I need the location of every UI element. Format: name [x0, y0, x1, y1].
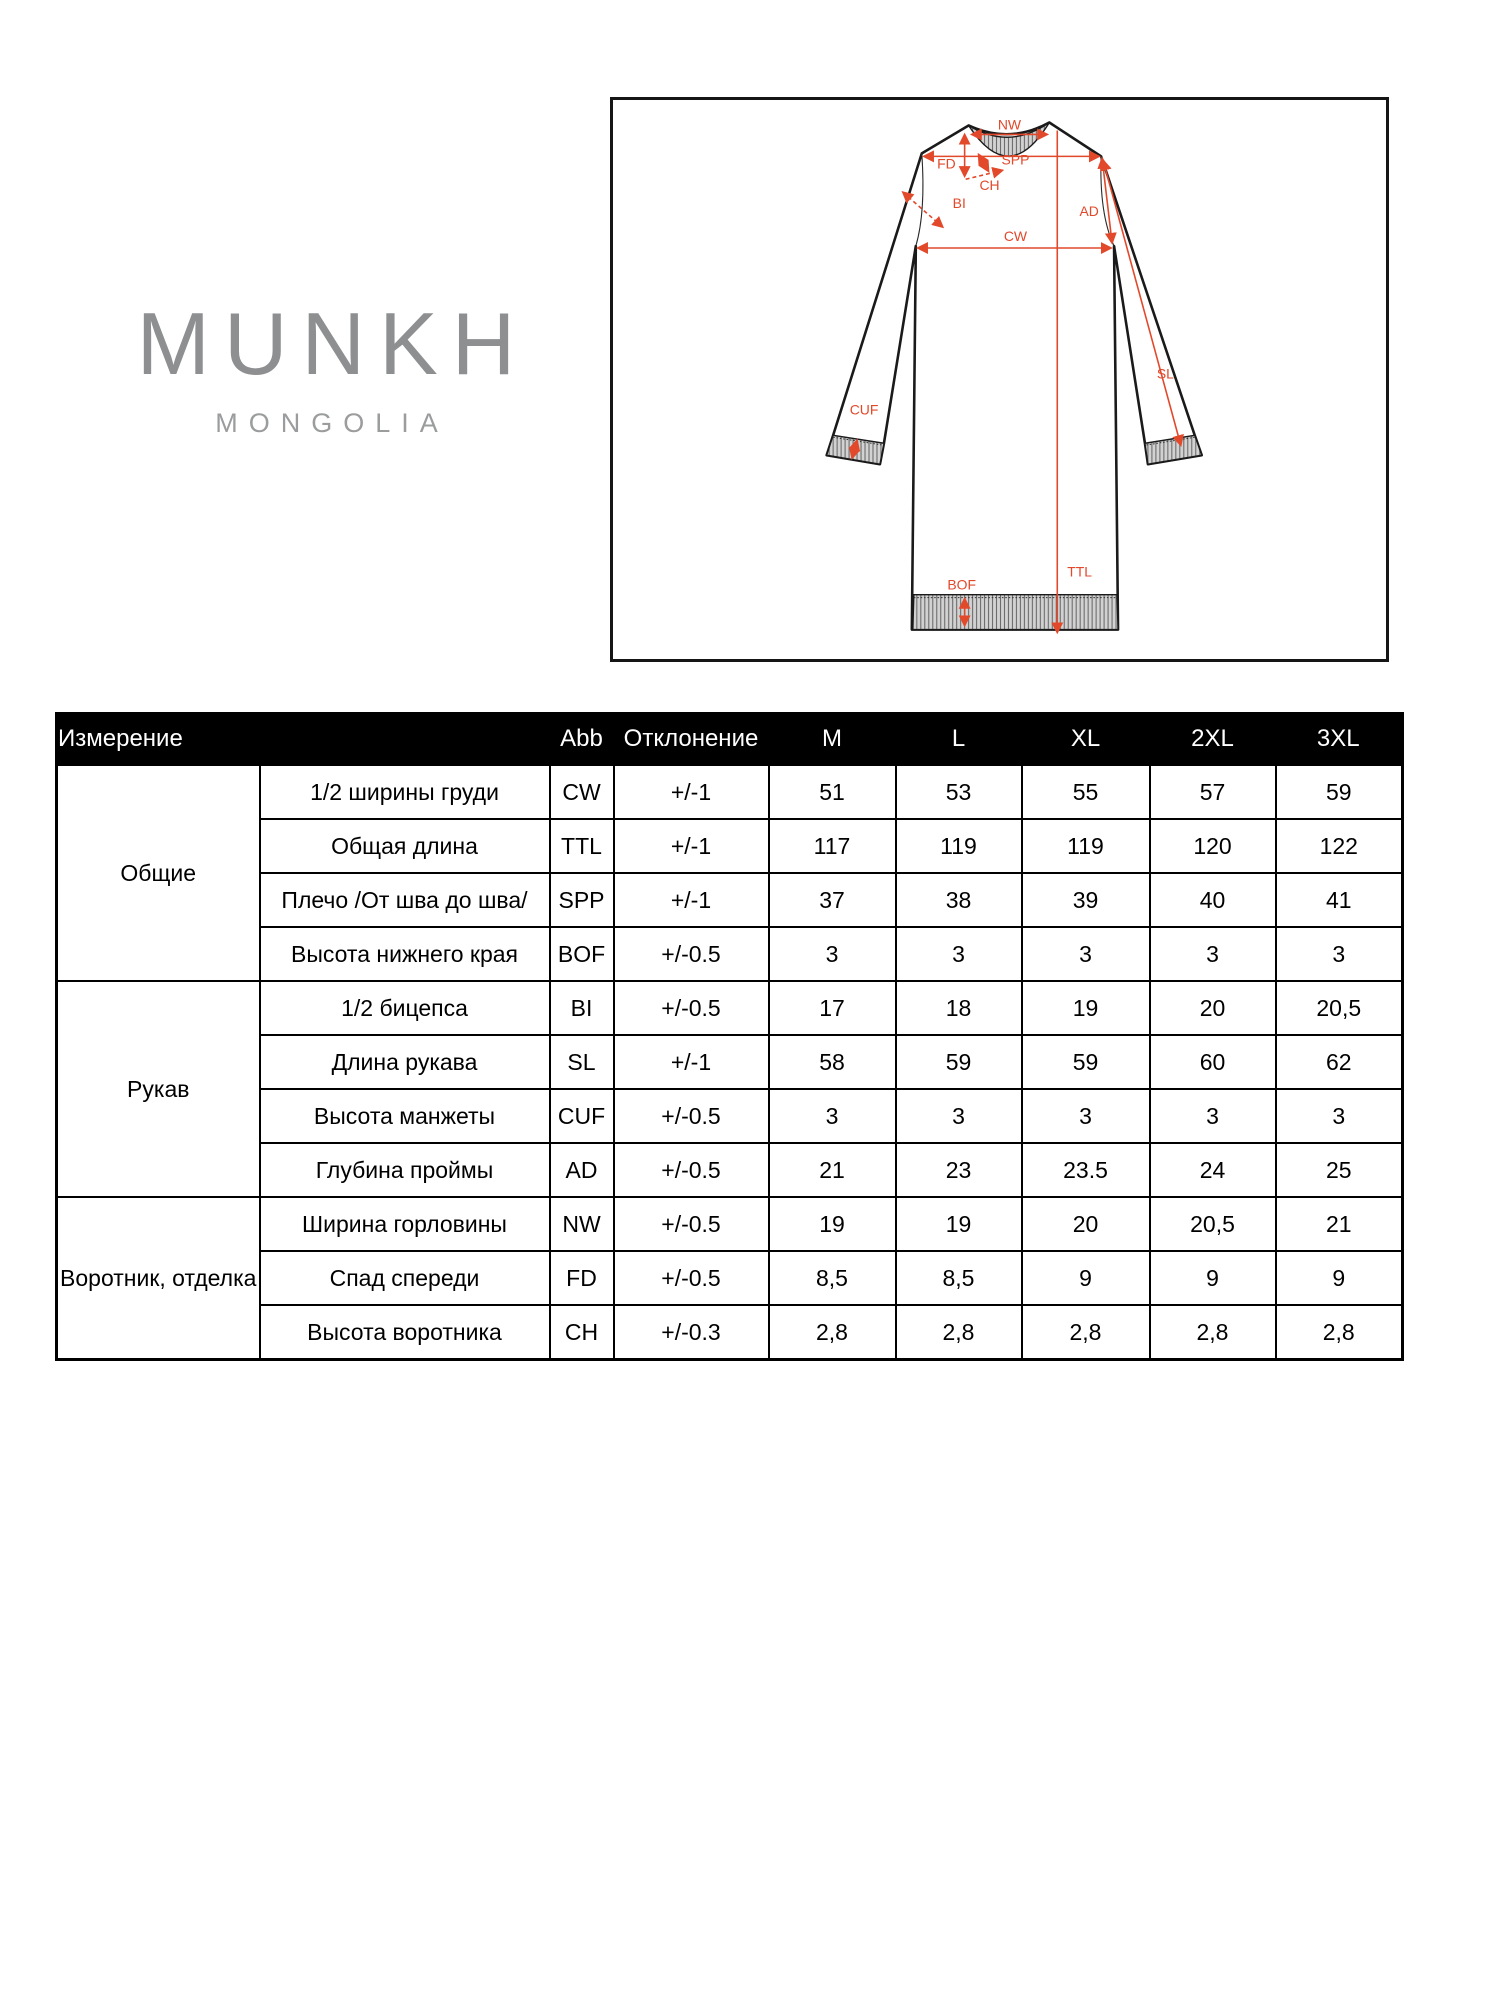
size-value-cell: 9 — [1276, 1251, 1403, 1305]
label-bof: BOF — [947, 576, 976, 593]
size-value-cell: 120 — [1150, 819, 1276, 873]
size-value-cell: 51 — [769, 765, 896, 820]
tolerance-cell: +/-1 — [614, 873, 769, 927]
tolerance-cell: +/-0.5 — [614, 1089, 769, 1143]
size-value-cell: 20,5 — [1150, 1197, 1276, 1251]
size-value-cell: 8,5 — [896, 1251, 1022, 1305]
size-value-cell: 119 — [896, 819, 1022, 873]
size-value-cell: 9 — [1022, 1251, 1150, 1305]
size-value-cell: 3 — [1022, 1089, 1150, 1143]
size-value-cell: 41 — [1276, 873, 1403, 927]
table-row — [57, 765, 1403, 820]
size-value-cell: 39 — [1022, 873, 1150, 927]
size-value-cell: 18 — [896, 981, 1022, 1035]
size-table — [55, 712, 1404, 1361]
measurement-name-cell: Плечо /От шва до шва/ — [260, 873, 550, 927]
abbreviation-cell: CW — [550, 765, 614, 820]
label-ch: CH — [979, 177, 1000, 194]
size-value-cell: 119 — [1022, 819, 1150, 873]
measurement-name-cell: Спад спереди — [260, 1251, 550, 1305]
size-value-cell: 20 — [1022, 1197, 1150, 1251]
size-value-cell: 55 — [1022, 765, 1150, 820]
measurement-name-cell: Общая длина — [260, 819, 550, 873]
size-value-cell: 117 — [769, 819, 896, 873]
measurement-name-cell: Высота нижнего края — [260, 927, 550, 981]
tolerance-cell: +/-0.5 — [614, 981, 769, 1035]
size-table-body — [57, 765, 1403, 1360]
size-value-cell: 3 — [1022, 927, 1150, 981]
size-value-cell: 53 — [896, 765, 1022, 820]
label-bi: BI — [952, 195, 966, 212]
size-value-cell: 57 — [1150, 765, 1276, 820]
abbreviation-cell: BI — [550, 981, 614, 1035]
measurement-name-cell: Ширина горловины — [260, 1197, 550, 1251]
tolerance-cell: +/-0.3 — [614, 1305, 769, 1360]
abbreviation-cell: FD — [550, 1251, 614, 1305]
size-value-cell: 3 — [896, 1089, 1022, 1143]
tolerance-cell: +/-0.5 — [614, 1251, 769, 1305]
label-ttl: TTL — [1067, 563, 1093, 580]
size-value-cell: 37 — [769, 873, 896, 927]
size-value-cell: 9 — [1150, 1251, 1276, 1305]
group-label-cell: Воротник, отделка — [57, 1197, 260, 1360]
abbreviation-cell: BOF — [550, 927, 614, 981]
size-value-cell: 122 — [1276, 819, 1403, 873]
tolerance-cell: +/-0.5 — [614, 1197, 769, 1251]
size-value-cell: 3 — [769, 1089, 896, 1143]
size-value-cell: 19 — [1022, 981, 1150, 1035]
table-row — [57, 1197, 1403, 1251]
size-value-cell: 17 — [769, 981, 896, 1035]
abbreviation-cell: NW — [550, 1197, 614, 1251]
header-measurement: Измерение — [58, 725, 183, 752]
header-size-2xl: 2XL — [1191, 725, 1234, 752]
measurement-name-cell: Высота воротника — [260, 1305, 550, 1360]
tolerance-cell: +/-1 — [614, 1035, 769, 1089]
brand-subtitle: MONGOLIA — [215, 408, 449, 438]
size-value-cell: 2,8 — [1022, 1305, 1150, 1360]
size-value-cell: 8,5 — [769, 1251, 896, 1305]
measurement-name-cell: Глубина проймы — [260, 1143, 550, 1197]
size-value-cell: 59 — [1276, 765, 1403, 820]
group-label-cell: Общие — [57, 765, 260, 982]
size-value-cell: 3 — [896, 927, 1022, 981]
size-value-cell: 19 — [896, 1197, 1022, 1251]
abbreviation-cell: SL — [550, 1035, 614, 1089]
header-size-l: L — [951, 725, 966, 752]
size-value-cell: 3 — [1150, 927, 1276, 981]
header-size-m: M — [822, 725, 842, 752]
size-value-cell: 62 — [1276, 1035, 1403, 1089]
tolerance-cell: +/-0.5 — [614, 927, 769, 981]
abbreviation-cell: CUF — [550, 1089, 614, 1143]
abbreviation-cell: TTL — [550, 819, 614, 873]
size-value-cell: 3 — [1150, 1089, 1276, 1143]
tolerance-cell: +/-1 — [614, 765, 769, 820]
header-abb: Abb — [560, 725, 603, 752]
brand-logo — [108, 296, 548, 439]
size-value-cell: 60 — [1150, 1035, 1276, 1089]
measurement-name-cell: 1/2 ширины груди — [260, 765, 550, 820]
size-value-cell: 58 — [769, 1035, 896, 1089]
tolerance-cell: +/-1 — [614, 819, 769, 873]
size-value-cell: 21 — [769, 1143, 896, 1197]
label-nw: NW — [997, 116, 1022, 133]
tolerance-cell: +/-0.5 — [614, 1143, 769, 1197]
group-label-cell: Рукав — [57, 981, 260, 1197]
abbreviation-cell: CH — [550, 1305, 614, 1360]
abbreviation-cell: SPP — [550, 873, 614, 927]
garment-diagram-box — [610, 97, 1389, 662]
table-header-row — [57, 714, 1403, 765]
size-value-cell: 38 — [896, 873, 1022, 927]
size-value-cell: 20 — [1150, 981, 1276, 1035]
measurement-name-cell: 1/2 бицепса — [260, 981, 550, 1035]
measurement-name-cell: Длина рукава — [260, 1035, 550, 1089]
size-value-cell: 40 — [1150, 873, 1276, 927]
size-value-cell: 23 — [896, 1143, 1022, 1197]
size-value-cell: 2,8 — [1150, 1305, 1276, 1360]
label-spp: SPP — [1001, 151, 1030, 168]
size-value-cell: 23.5 — [1022, 1143, 1150, 1197]
label-fd: FD — [937, 155, 956, 172]
brand-name: MUNKH — [136, 294, 530, 393]
size-value-cell: 19 — [769, 1197, 896, 1251]
size-value-cell: 3 — [769, 927, 896, 981]
size-value-cell: 3 — [1276, 927, 1403, 981]
size-value-cell: 2,8 — [896, 1305, 1022, 1360]
header-tolerance: Отклонение — [623, 725, 759, 752]
label-cw: CW — [1003, 228, 1028, 245]
size-value-cell: 3 — [1276, 1089, 1403, 1143]
size-value-cell: 59 — [896, 1035, 1022, 1089]
table-row — [57, 981, 1403, 1035]
hem-band — [913, 595, 1118, 630]
garment-outline — [827, 122, 1202, 629]
size-value-cell: 2,8 — [769, 1305, 896, 1360]
size-value-cell: 59 — [1022, 1035, 1150, 1089]
size-value-cell: 21 — [1276, 1197, 1403, 1251]
abbreviation-cell: AD — [550, 1143, 614, 1197]
size-value-cell: 20,5 — [1276, 981, 1403, 1035]
label-sl: SL — [1156, 365, 1174, 382]
header-size-3xl: 3XL — [1316, 725, 1360, 752]
garment-diagram — [613, 100, 1386, 659]
label-ad: AD — [1079, 203, 1099, 220]
header-size-xl: XL — [1070, 725, 1101, 752]
size-value-cell: 24 — [1150, 1143, 1276, 1197]
size-value-cell: 2,8 — [1276, 1305, 1403, 1360]
measurement-name-cell: Высота манжеты — [260, 1089, 550, 1143]
label-cuf: CUF — [849, 401, 879, 418]
size-value-cell: 25 — [1276, 1143, 1403, 1197]
